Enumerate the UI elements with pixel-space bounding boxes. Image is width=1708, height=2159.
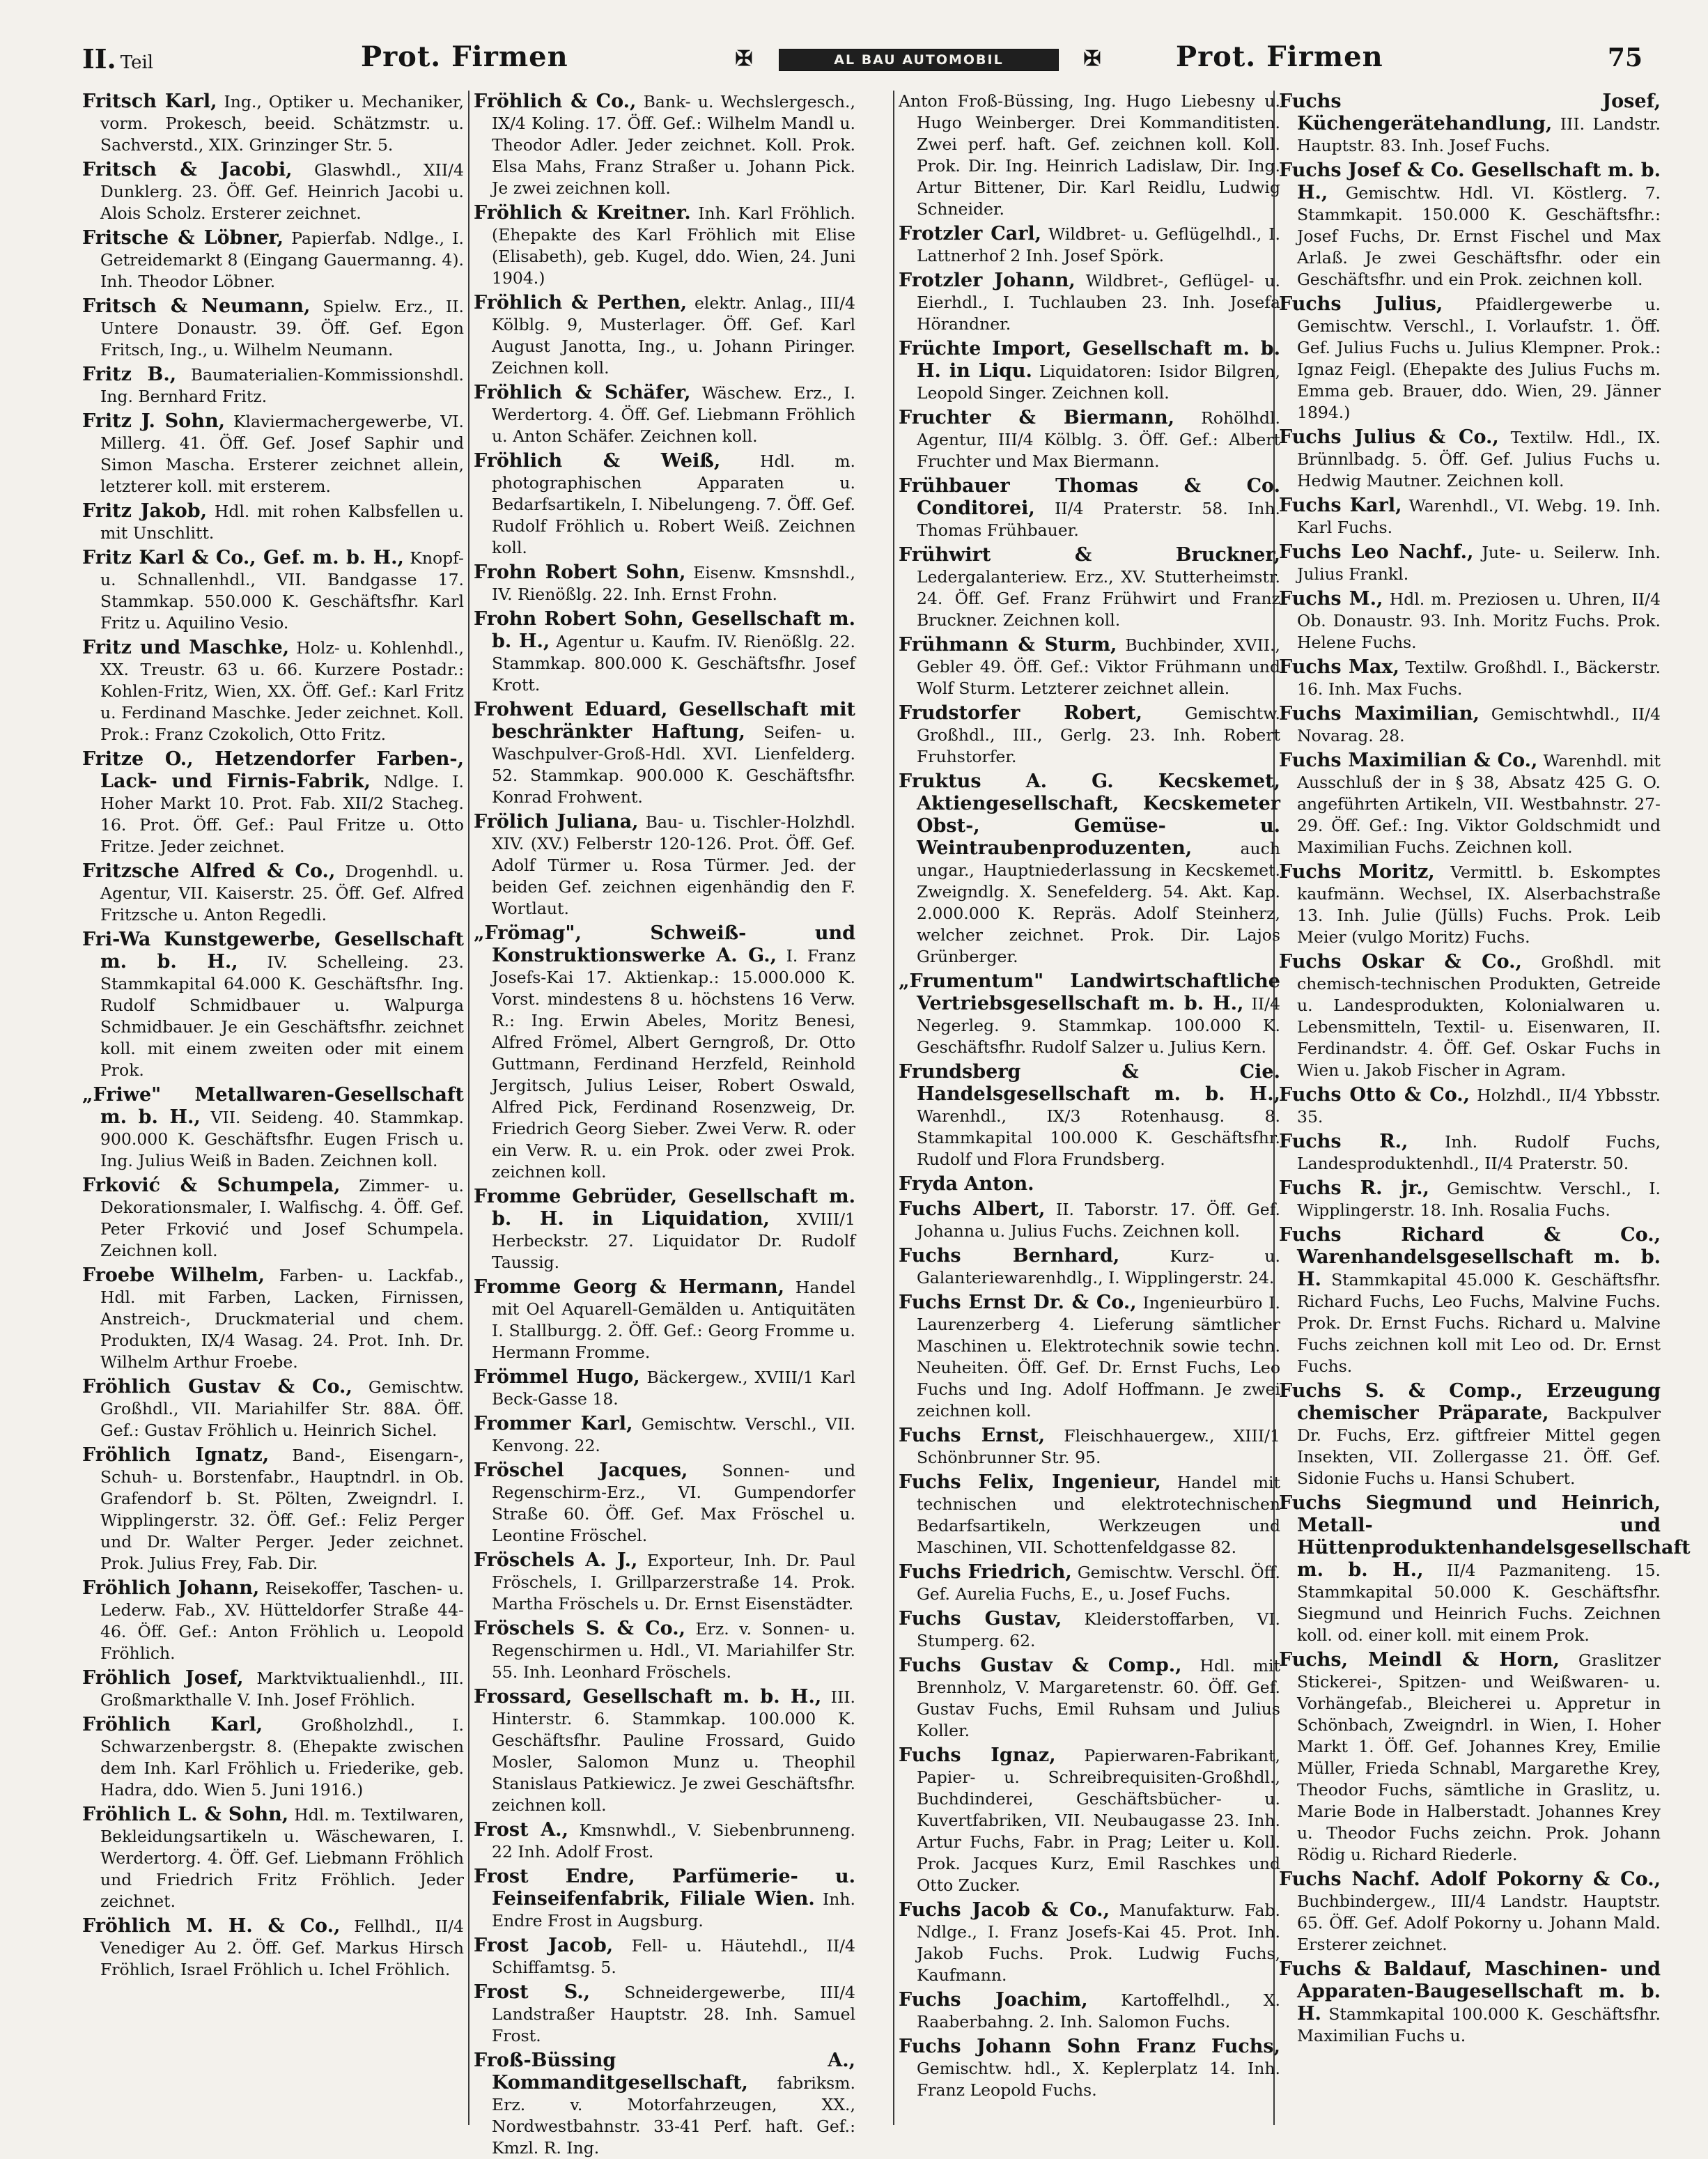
firm-details: I. Franz Josefs-Kai 17. Aktienkap.: 15.000.000 K. Vorst. mindestens 8 u. höchstens 16 Verw. R.: Ing. Erwin Abeles, Moritz Benesi, Alfred Frömel, Albert Gerngroß, Dr. Otto Guttmann, Ferdinand Herzfeld, Reinhold Jergitsch, Julius Leiser, Robert Oswald, Alfred Pick, Ferdinand Rosenzweig, Dr. Friedrich Georg Sieber. Zwei Verw. R. oder ein Verw. R. u. ein Prok. oder zwei Prok. zeichnen koll. [492, 946, 855, 1182]
directory-entry [899, 2036, 1280, 2101]
firm-name: Frundsberg & Cie. Handelsgesellschaft m. b. H., [899, 1061, 1280, 1105]
firm-details: Textilw. Großhdl. I., Bäckerstr. 16. Inh. Max Fuchs. [1297, 658, 1661, 699]
directory-entry [474, 699, 855, 808]
firm-details: XVIII/1 Herbeckstr. 27. Liquidator Dr. Rudolf Taussig. [492, 1209, 855, 1272]
firm-name: Früchte Import, Gesellschaft m. b. H. in Liqu. [899, 338, 1280, 382]
firm-details: Ing., Optiker u. Mechaniker, vorm. Prokesch, beeid. Schätzmstr. u. Sachverstd., XIX. Grinzinger Str. 5. [100, 92, 464, 155]
directory-entry [899, 544, 1280, 631]
emblem-mark-right-icon: ✠ [1083, 47, 1101, 71]
directory-entry [899, 1292, 1280, 1422]
firm-details: Holzhdl., II/4 Ybbsstr. 35. [1297, 1085, 1661, 1127]
firm-details: fabriksm. Erz. v. Motorfahrzeugen, XX., Nordwestbahnstr. 33-41 Perf. haft. Gef.: Kmzl. R. Ing. [492, 2073, 855, 2158]
firm-details: Baumaterialien-Kommissionshdl. Ing. Bernhard Fritz. [100, 365, 464, 406]
directory-entry [82, 1714, 464, 1801]
firm-details: III. Hinterstr. 6. Stammkap. 100.000 K. Geschäftsfhr. Pauline Frossard, Guido Mosler, Salomon Munz u. Theophil Stanislaus Patkiewicz. Je zwei Geschäftsfhr. zeichnen koll. [492, 1687, 855, 1815]
firm-name: Fröhlich Gustav & Co., [82, 1376, 352, 1398]
directory-entry [1279, 293, 1661, 424]
running-title-left: Prot. Firmen [361, 40, 568, 73]
firm-details: Fleischhauergew., XIII/1 Schönbrunner Str. 95. [917, 1426, 1280, 1467]
firm-details: Gemischtw. Großhdl., VII. Mariahilfer Str. 88A. Öff. Gef.: Gustav Fröhlich u. Heinrich Sichel. [100, 1377, 464, 1440]
firm-name: Fröhlich & Co., [474, 91, 637, 112]
firm-name: Fröhlich & Perthen, [474, 292, 688, 314]
firm-name: Fröhlich Karl, [82, 1714, 263, 1735]
directory-entry [899, 1198, 1280, 1242]
directory-entry [1279, 1958, 1661, 2047]
directory-entry [82, 159, 464, 224]
firm-details: III. Landstr. Hauptstr. 83. Inh. Josef Fuchs. [1297, 114, 1661, 155]
firm-details: Inh. Rudolf Fuchs, Landesproduktenhdl., II/4 Praterstr. 50. [1297, 1132, 1661, 1173]
firm-details: Backpulver Dr. Fuchs, Erz. giftfreier Mittel gegen Insekten, VII. Zollergasse 21. Öff. Gef. Sidonie Fuchs u. Hansi Schubert. [1297, 1404, 1661, 1488]
directory-entry [1279, 160, 1661, 291]
directory-entry [82, 860, 464, 926]
firm-name: Fritzsche Alfred & Co., [82, 860, 336, 882]
firm-name: Fritsch & Jacobi, [82, 159, 293, 180]
firm-name: Fuchs Josef & Co. Gesellschaft m. b. H., [1279, 160, 1661, 203]
firm-details: Anton Froß-Büssing, Ing. Hugo Liebesny u. Hugo Weinberger. Drei Kommanditisten. Zwei perf. haft. Gef. zeichnen koll. Koll. Prok. Dir. Ing. Heinrich Ladislaw, Dir. Ing. Artur Bittener, Dir. Karl Reidlu, Ludwig Schneider. [899, 91, 1280, 219]
firm-details: Buchbindergew., III/4 Landstr. Hauptstr. 65. Öff. Gef. Adolf Pokorny u. Johann Mald. Ersterer zeichnet. [1297, 1891, 1661, 1954]
directory-entry [1279, 588, 1661, 653]
firm-details: Kleiderstoffarben, VI. Stumperg. 62. [917, 1609, 1280, 1650]
firm-name: Fuchs Felix, Ingenieur, [899, 1471, 1161, 1493]
firm-details: Papierwaren-Fabrikant, Papier- u. Schreibrequisiten-Großhdl., Buchdinderei, Geschäftsbücher- u. Kuvertfabriken, VII. Neubaugasse 23. Inh. Artur Fuchs, Fabr. in Prag; Leiter u. Koll. Prok. Jacques Kurz, Emil Raschkes und Otto Zucker. [917, 1746, 1280, 1895]
firm-name: Fuchs Jacob & Co., [899, 1899, 1110, 1921]
directory-entry [82, 929, 464, 1081]
firm-details: II/4 Negerleg. 9. Stammkap. 100.000 K. Geschäftsfhr. Rudolf Salzer u. Julius Kern. [917, 994, 1280, 1057]
firm-name: Frohn Robert Sohn, [474, 562, 686, 583]
directory-entry [1279, 1649, 1661, 1866]
firm-name: Frotzler Johann, [899, 270, 1076, 291]
directory-entry [899, 475, 1280, 541]
firm-name: Fuchs Siegmund und Heinrich, Metall- und Hüttenproduktenhandelsgesellschaft m. b. H., [1279, 1492, 1691, 1581]
firm-name: Fuchs Julius, [1279, 293, 1443, 315]
firm-name: Fuchs Bernhard, [899, 1245, 1120, 1267]
firm-name: Frossard, Gesellschaft m. b. H., [474, 1686, 822, 1708]
running-title-right: Prot. Firmen [1176, 40, 1383, 73]
column-3 [899, 91, 1280, 2125]
firm-details: Fell- u. Häutehdl., II/4 Schiffamtsg. 5. [492, 1936, 855, 1977]
directory-entry [899, 1608, 1280, 1652]
firm-details: Sonnen- und Regenschirm-Erz., VI. Gumpendorfer Straße 60. Öff. Gef. Max Fröschel u. Leontine Fröschel. [492, 1461, 855, 1545]
firm-details: Bank- u. Wechslergesch., IX/4 Koling. 17. Öff. Gef.: Wilhelm Mandl u. Theodor Adler. Jeder zeichnet. Koll. Prok. Elsa Mahs, Franz Straßer u. Johann Pick. Je zwei zeichnen koll. [492, 92, 855, 198]
directory-entry [474, 202, 855, 289]
firm-details: Papierfab. Ndlge., I. Getreidemarkt 8 (Eingang Gauermanng. 4). Inh. Theodor Löbner. [100, 229, 464, 291]
firm-name: Fuchs Ernst Dr. & Co., [899, 1292, 1137, 1313]
firm-details: Bäckergew., XVIII/1 Karl Beck-Gasse 18. [492, 1368, 855, 1409]
directory-entry [474, 1819, 855, 1863]
firm-name: Fröhlich L. & Sohn, [82, 1804, 289, 1825]
firm-name: Fröhlich & Weiß, [474, 450, 721, 472]
firm-details: Großhdl. mit chemisch-technischen Produkten, Getreide u. Landesprodukten, Kolonialwaren u. Lebensmitteln, Textil- u. Eisenwaren, II. Ferdinandstr. 4. Öff. Gef. Oskar Fuchs in Wien u. Jakob Fischer in Agram. [1297, 952, 1661, 1080]
directory-entry [474, 1276, 855, 1363]
directory-entry [1279, 703, 1661, 747]
directory-entry [899, 1744, 1280, 1896]
directory-entry [474, 91, 855, 199]
firm-details: Handel mit Oel Aquarell-Gemälden u. Antiquitäten I. Stallburgg. 2. Öff. Gef.: Georg Fromme u. Hermann Fromme. [492, 1278, 855, 1362]
directory-entry [82, 1376, 464, 1441]
firm-name: Fuchs Karl, [1279, 495, 1402, 516]
firm-details: Stammkapital 45.000 K. Geschäftsfhr. Richard Fuchs, Leo Fuchs, Malvine Fuchs. Prok. Dr. Ernst Fuchs. Richard u. Malvine Fuchs zeichnen koll mit Leo od. Dr. Ernst Fuchs. [1297, 1270, 1661, 1376]
firm-name: Frković & Schumpela, [82, 1175, 341, 1196]
firm-name: Fri-Wa Kunstgewerbe, Gesellschaft m. b. H., [82, 929, 464, 973]
directory-entry [899, 270, 1280, 335]
firm-name: Frühwirt & Bruckner, [899, 544, 1280, 566]
firm-details: Inh. Endre Frost in Augsburg. [492, 1889, 855, 1930]
firm-details: Eisenw. Kmsnshdl., IV. Rienößlg. 22. Inh. Ernst Frohn. [492, 563, 855, 604]
firm-details: Wildbret- u. Geflügelhdl., I. Lattnerhof 2 Inh. Josef Spörk. [917, 224, 1280, 265]
directory-entry [899, 634, 1280, 699]
firm-name: Frühbauer Thomas & Co. Conditorei, [899, 475, 1280, 519]
firm-name: Fuchs Julius & Co., [1279, 426, 1499, 448]
directory-entry [899, 1173, 1280, 1195]
firm-details: Ingenieurbüro I. Laurenzerberg 4. Lieferung sämtlicher Maschinen u. Elektrotechnik sowie techn. Neuheiten. Öff. Gef. Dr. Ernst Fuchs, Leo Fuchs und Ing. Adolf Hoffmann. Je zwei zeichnen koll. [917, 1293, 1280, 1421]
firm-name: Fruchter & Biermann, [899, 407, 1175, 428]
firm-details: II. Taborstr. 17. Öff. Gef. Johanna u. Julius Fuchs. Zeichnen koll. [917, 1200, 1280, 1241]
firm-details: Jute- u. Seilerw. Inh. Julius Frankl. [1297, 543, 1661, 584]
column-4 [1279, 91, 1691, 2125]
directory-entry [82, 227, 464, 293]
header-banner: AL BAU AUTOMOBIL KAROSSERIEN [779, 49, 1059, 71]
firm-name: Fuchs & Baldauf, Maschinen- und Apparaten-Baugesellschaft m. b. H. [1279, 1958, 1661, 2025]
firm-details: Reisekoffer, Taschen- u. Lederw. Fab., XV. Hütteldorfer Straße 44-46. Öff. Gef.: Anton Fröhlich u. Leopold Fröhlich. [100, 1579, 464, 1663]
firm-details: Drogenhdl. u. Agentur, VII. Kaiserstr. 25. Öff. Gef. Alfred Fritzsche u. Anton Regedli. [100, 862, 464, 924]
page-header [82, 40, 1643, 88]
firm-name: Fröhlich M. H. & Co., [82, 1915, 341, 1937]
firm-details: Hdl. m. photographischen Apparaten u. Bedarfsartikeln, I. Nibelungeng. 7. Öff. Gef. Rudolf Fröhlich u. Robert Weiß. Zeichnen koll. [492, 451, 855, 557]
firm-details: Inh. Karl Fröhlich. (Ehepakte des Karl Fröhlich mit Elise (Elisabeth), geb. Kugel, ddo. Wien, 24. Juni 1904.) [492, 203, 855, 288]
firm-name: Frommer Karl, [474, 1413, 633, 1434]
directory-entry [1279, 750, 1661, 858]
firm-details: Zimmer- u. Dekorationsmaler, I. Walfischg. 4. Öff. Gef. Peter Frković und Josef Schumpela. Zeichnen koll. [100, 1176, 464, 1260]
directory-entry [899, 223, 1280, 267]
firm-details: Knopf- u. Schnallenhdl., VII. Bandgasse 17. Stammkap. 550.000 K. Geschäftsfhr. Karl Fritz u. Aquilino Vesio. [100, 548, 464, 633]
firm-name: Froebe Wilhelm, [82, 1264, 265, 1286]
directory-entry [1279, 1224, 1661, 1377]
firm-name: Fuchs Nachf. Adolf Pokorny & Co., [1279, 1868, 1661, 1890]
directory-entry [899, 1425, 1280, 1469]
directory-entry [1279, 951, 1661, 1081]
firm-name: Fuchs S. & Comp., Erzeugung chemischer Präparate, [1279, 1380, 1661, 1424]
firm-name: Fuchs, Meindl & Horn, [1279, 1649, 1560, 1671]
directory-entry [1279, 1084, 1661, 1128]
directory-entry [474, 811, 855, 920]
firm-details: Gemischtw. hdl., X. Keplerplatz 14. Inh. Franz Leopold Fuchs. [917, 2059, 1280, 2100]
firm-name: Frohn Robert Sohn, Gesellschaft m. b. H., [474, 608, 855, 652]
firm-details: Holz- u. Kohlenhdl., XX. Treustr. 63 u. 66. Kurzere Postadr.: Kohlen-Fritz, Wien, XX. Öff. Gef.: Karl Fritz u. Ferdinand Maschke. Jeder zeichnet. Koll. Prok.: Franz Czokolich, Otto Fritz. [100, 638, 464, 744]
directory-entry [899, 1061, 1280, 1170]
firm-details: Manufakturw. Fab. Ndlge., I. Franz Josefs-Kai 45. Prot. Inh. Jakob Fuchs. Prok. Ludwig Fuchs, Kaufmann. [917, 1901, 1280, 1985]
directory-entry [82, 748, 464, 858]
firm-name: Fritsch & Neumann, [82, 295, 311, 317]
directory-entry [1279, 1131, 1661, 1175]
firm-name: „Frömag", Schweiß- und Konstruktionswerke A. G., [474, 922, 855, 966]
directory-entry [82, 547, 464, 634]
directory-entry [1279, 541, 1661, 585]
firm-name: Fruktus A. G. Kecskemet, Aktiengesellschaft, Kecskemeter Obst-, Gemüse- u. Weintraubenproduzenten, [899, 771, 1280, 859]
firm-name: Fuchs Josef, Küchengerätehandlung, [1279, 91, 1661, 134]
directory-entry [82, 1804, 464, 1912]
firm-name: Fuchs M., [1279, 588, 1383, 610]
firm-details: Warenhdl. mit Ausschluß der in § 38, Absatz 425 G. O. angeführten Artikeln, VII. Westbahnstr. 27-29. Öff. Gef.: Ing. Viktor Goldschmidt und Maximilian Fuchs. Zeichnen koll. [1297, 751, 1661, 857]
directory-entry [1279, 91, 1661, 157]
firm-details: Hdl. m. Preziosen u. Uhren, II/4 Ob. Donaustr. 93. Inh. Moritz Fuchs. Prok. Helene Fuchs. [1297, 589, 1661, 652]
directory-entry [82, 364, 464, 408]
firm-details: Pfaidlergewerbe u. Gemischtw. Verschl., I. Vorlaufstr. 1. Öff. Gef. Julius Fuchs u. Julius Klempner. Prok.: Ignaz Feigl. (Ehepakte des Julius Fuchs m. Emma geb. Brauer, ddo. Wien, 29. Jänner 1894.) [1297, 295, 1661, 422]
firm-details: auch ungar., Hauptniederlassung in Kecskemet. Zweigndlg. X. Senefelderg. 54. Akt. Kap. 2.000.000 K. Repräs. Adolf Steinherz, welcher zeichnet. Prok. Dir. Lajos Grünberger. [917, 839, 1280, 966]
firm-name: Fuchs Moritz, [1279, 861, 1435, 883]
firm-details: Agentur u. Kaufm. IV. Rienößlg. 22. Stammkap. 800.000 K. Geschäftsfhr. Josef Krott. [492, 632, 855, 695]
directory-entry [474, 382, 855, 447]
firm-name: Fuchs Leo Nachf., [1279, 541, 1474, 563]
firm-details: elektr. Anlag., III/4 Kölblg. 9, Musterlager. Öff. Gef. Karl August Janotta, Ing., u. Johann Piringer. Zeichnen koll. [492, 293, 855, 378]
directory-entry [474, 1618, 855, 1683]
directory-entry [474, 1460, 855, 1547]
firm-name: Fritz B., [82, 364, 177, 385]
page-number: 75 [1607, 43, 1643, 72]
directory-entry [899, 1245, 1280, 1289]
directory-entry [82, 295, 464, 361]
directory-entry [474, 1686, 855, 1816]
firm-details: Exporteur, Inh. Dr. Paul Fröschels, I. Grillparzerstraße 14. Prok. Martha Fröschels u. Dr. Ernst Eisenstädter. [492, 1551, 855, 1614]
firm-details: Hdl. m. Textilwaren, Bekleidungsartikeln u. Wäschewaren, I. Werdertorg. 4. Öff. Gef. Liebmann Fröhlich und Friedrich Fritz Fröhlich. Jeder zeichnet. [100, 1805, 464, 1911]
firm-name: Fritz Karl & Co., Gef. m. b. H., [82, 547, 404, 568]
column-divider [893, 91, 894, 2125]
firm-details: Ledergalanteriew. Erz., XV. Stutterheimstr. 24. Öff. Gef. Franz Frühwirt und Franz Bruckner. Zeichnen koll. [917, 567, 1280, 630]
firm-details: Graslitzer Stickerei-, Spitzen- und Weißwaren- u. Vorhängefab., Bleicherei u. Appretur in Schönbach, Zweigndrl. in Wien, I. Hoher Markt 1. Öff. Gef. Johannes Krey, Emilie Müller, Frieda Schnabl, Margarethe Krey, Theodor Fuchs, sämtliche in Graslitz, u. Marie Bode in Halberstadt. Johannes Krey u. Theodor Fuchs zeichn. Prok. Johann Rödig u. Richard Riederle. [1297, 1650, 1661, 1864]
firm-name: Frohwent Eduard, Gesellschaft mit beschränkter Haftung, [474, 699, 855, 743]
firm-name: Fröschels S. & Co., [474, 1618, 686, 1639]
firm-name: Frölich Juliana, [474, 811, 639, 833]
firm-name: Fröhlich Johann, [82, 1577, 260, 1599]
directory-entry [474, 1935, 855, 1979]
firm-details: Marktviktualienhdl., III. Großmarkthalle V. Inh. Josef Fröhlich. [100, 1669, 464, 1710]
directory-entry [82, 1444, 464, 1574]
firm-name: Fritz Jakob, [82, 500, 208, 522]
firm-details: Kmsnwhdl., V. Siebenbrunneng. 22 Inh. Adolf Frost. [492, 1820, 855, 1862]
firm-name: Fritsch Karl, [82, 91, 217, 112]
directory-entry [82, 1175, 464, 1262]
firm-name: Fuchs Johann Sohn Franz Fuchs, [899, 2036, 1280, 2057]
directory-entry [474, 562, 855, 605]
directory-entry [82, 1915, 464, 1981]
directory-entry [474, 1366, 855, 1410]
firm-details: Gemischtw. Verschl., VII. Kenvong. 22. [492, 1414, 855, 1455]
firm-details: Hdl. mit rohen Kalbsfellen u. mit Unschlitt. [100, 502, 464, 543]
firm-name: Fuchs R., [1279, 1131, 1408, 1152]
directory-entry [899, 771, 1280, 968]
firm-name: „Frumentum" Landwirtschaftliche Vertriebsgesellschaft m. b. H., [899, 970, 1280, 1014]
firm-details: Ndlge. I. Hoher Markt 10. Prot. Fab. XII/2 Stacheg. 16. Prot. Öff. Gef.: Paul Fritze u. Otto Fritze. Jeder zeichnet. [100, 772, 464, 856]
firm-name: Fritz J. Sohn, [82, 410, 225, 432]
firm-details: II/4 Praterstr. 58. Inh. Thomas Frühbauer. [917, 499, 1280, 540]
firm-name: Fuchs Friedrich, [899, 1561, 1072, 1583]
firm-details: Textilw. Hdl., IX. Brünnlbadg. 5. Öff. Gef. Julius Fuchs u. Hedwig Mautner. Zeichnen koll. [1297, 428, 1661, 490]
firm-name: Fuchs Oskar & Co., [1279, 951, 1522, 973]
firm-details: Glaswhdl., XII/4 Dunklerg. 23. Öff. Gef. Heinrich Jacobi u. Alois Scholz. Ersterer zeichnet. [100, 160, 464, 223]
firm-details: VII. Seideng. 40. Stammkap. 900.000 K. Geschäftsfhr. Eugen Frisch u. Ing. Julius Weiß in Baden. Zeichnen koll. [100, 1108, 464, 1170]
firm-name: Fritsche & Löbner, [82, 227, 284, 249]
firm-details: Schneidergewerbe, III/4 Landstraßer Hauptstr. 28. Inh. Samuel Frost. [492, 1983, 855, 2045]
directory-entry [82, 410, 464, 497]
directory-entry [899, 1989, 1280, 2033]
firm-name: Fröhlich & Schäfer, [474, 382, 691, 403]
firm-details: Gemischtw. Verschl. Öff. Gef. Aurelia Fuchs, E., u. Josef Fuchs. [917, 1563, 1280, 1604]
directory-entry [899, 702, 1280, 768]
directory-entry [899, 970, 1280, 1058]
part-label: II. Teil [82, 43, 154, 75]
firm-name: Fuchs Maximilian, [1279, 703, 1480, 725]
firm-name: Frühmann & Sturm, [899, 634, 1117, 656]
firm-details: Vermittl. b. Eskomptes kaufmänn. Wechsel, IX. Alserbachstraße 13. Inh. Julie (Jülls) Fuchs. Prok. Leib Meier (vulgo Moritz) Fuchs. [1297, 862, 1661, 947]
directory-entry [474, 922, 855, 1183]
firm-name: Fuchs Gustav & Comp., [899, 1655, 1182, 1676]
firm-details: Kartoffelhdl., X. Raaberbahng. 2. Inh. Salomon Fuchs. [917, 1990, 1280, 2032]
directory-entry [474, 2050, 855, 2159]
directory-entry [82, 637, 464, 745]
firm-details: IV. Schelleing. 23. Stammkapital 64.000 K. Geschäftsfhr. Ing. Rudolf Schmidbauer u. Walpurga Schmidbauer. Je ein Geschäftsfhr. zeichnet koll. mit einem zweiten oder mit einem Prok. [100, 952, 464, 1080]
firm-details: Handel mit technischen und elektrotechnischen Bedarfsartikeln, Werkzeugen und Maschinen, VII. Schottenfeldgasse 82. [917, 1473, 1280, 1557]
firm-details: Farben- u. Lackfab., Hdl. mit Farben, Lacken, Firnissen, Anstreich-, Druckmaterial und chem. Produkten, IX/4 Wasag. 24. Prot. Inh. Dr. Wilhelm Arthur Froebe. [100, 1266, 464, 1372]
firm-name: Fuchs Albert, [899, 1198, 1046, 1220]
directory-entry [82, 1577, 464, 1664]
firm-details: Gemischtw. Hdl. VI. Köstlerg. 7. Stammkapit. 150.000 K. Geschäftsfhr.: Josef Fuchs, Dr. Ernst Fischel und Max Arlaß. Je zwei Geschäftsfhr. oder ein Geschäftsfhr. und ein Prok. zeichnen koll. [1297, 183, 1661, 289]
column-1 [82, 91, 464, 2125]
firm-details: Erz. v. Sonnen- u. Regenschirmen u. Hdl., VI. Mariahilfer Str. 55. Inh. Leonhard Fröschels. [492, 1619, 855, 1682]
directory-entry [1279, 656, 1661, 700]
firm-details: Buchbinder, XVII., Gebler 49. Öff. Gef.: Viktor Frühmann und Wolf Sturm. Letzterer zeichnet allein. [917, 635, 1280, 698]
directory-entry [474, 450, 855, 559]
column-2 [474, 91, 855, 2158]
directory-entry [1279, 861, 1661, 948]
firm-details: II/4 Pazmaniteng. 15. Stammkapital 50.000 K. Geschäftsfhr. Siegmund und Heinrich Fuchs. Zeichnen koll. od. einer koll. mit einem Prok. [1297, 1561, 1661, 1645]
firm-name: Frudstorfer Robert, [899, 702, 1142, 724]
firm-name: Fritz und Maschke, [82, 637, 290, 658]
directory-entry [474, 1981, 855, 2047]
directory-entry [82, 91, 464, 156]
firm-details: Klaviermachergewerbe, VI. Millerg. 41. Öff. Gef. Josef Saphir und Simon Mascha. Ersterer zeichnet allein, letzterer koll. mit ersterem. [100, 412, 464, 496]
directory-entry [82, 500, 464, 544]
header-emblem [723, 47, 1113, 88]
column-divider [468, 91, 469, 2125]
firm-details: Gemischtw. Großhdl., III., Gerlg. 23. Inh. Robert Fruhstorfer. [917, 704, 1280, 766]
directory-entry [474, 1186, 855, 1274]
firm-details: Warenhdl., IX/3 Rotenhausg. 8. Stammkapital 100.000 K. Geschäftsfhr. Rudolf und Flora Frundsberg. [917, 1106, 1280, 1169]
firm-details: Rohölhdl. Agentur, III/4 Kölblg. 3. Öff. Gef.: Albert Fruchter und Max Biermann. [917, 408, 1280, 471]
firm-name: Fröschels A. J., [474, 1549, 638, 1571]
firm-details: Kurz- u. Galanteriewarenhdlg., I. Wipplingerstr. 24. [917, 1246, 1280, 1287]
directory-entry [1279, 1380, 1661, 1489]
firm-name: Frost Jacob, [474, 1935, 614, 1956]
firm-name: Fröschel Jacques, [474, 1460, 688, 1481]
firm-details: Gemischtwhdl., II/4 Novarag. 28. [1297, 704, 1661, 745]
firm-details: Hdl. mit Brennholz, V. Margaretenstr. 60. Öff. Gef. Gustav Fuchs, Emil Ruhsam und Julius Koller. [917, 1656, 1280, 1740]
firm-details: Großholzhdl., I. Schwarzenbergstr. 8. (Ehepakte zwischen dem Inh. Karl Fröhlich u. Friederike, geb. Hadra, ddo. Wien 5. Juni 1916.) [100, 1715, 464, 1800]
firm-details: Spielw. Erz., II. Untere Donaustr. 39. Öff. Gef. Egon Fritsch, Ing., u. Wilhelm Neumann. [100, 297, 464, 359]
firm-name: Fuchs Gustav, [899, 1608, 1062, 1630]
firm-name: Frömmel Hugo, [474, 1366, 640, 1388]
directory-entry [474, 608, 855, 696]
directory-entry [474, 1549, 855, 1615]
directory-entry [899, 1655, 1280, 1742]
firm-name: Fuchs Maximilian & Co., [1279, 750, 1538, 771]
firm-details: Seifen- u. Waschpulver-Groß-Hdl. XVI. Lienfelderg. 52. Stammkap. 900.000 K. Geschäftsfhr. Konrad Frohwent. [492, 722, 855, 807]
directory-entry [899, 1561, 1280, 1605]
firm-details: Warenhdl., VI. Webg. 19. Inh. Karl Fuchs. [1297, 496, 1661, 537]
directory-entry [899, 1899, 1280, 1986]
directory-entry [899, 1471, 1280, 1558]
directory-entry [474, 292, 855, 379]
directory-entry [474, 1413, 855, 1457]
directory-entry [899, 91, 1280, 220]
firm-name: Fuchs Ernst, [899, 1425, 1046, 1446]
directory-entry [1279, 1868, 1661, 1956]
directory-entry [82, 1264, 464, 1373]
directory-entry [1279, 426, 1661, 492]
firm-name: Fritze O., Hetzendorfer Farben-, Lack- und Firnis-Fabrik, [82, 748, 464, 792]
firm-name: Frost S., [474, 1981, 591, 2003]
firm-name: Frost Endre, Parfümerie- u. Feinseifenfabrik, Filiale Wien. [474, 1866, 855, 1910]
firm-details: Fellhdl., II/4 Venediger Au 2. Öff. Gef. Markus Hirsch Fröhlich, Israel Fröhlich u. Ichel Fröhlich. [100, 1917, 464, 1979]
firm-name: Fryda Anton. [899, 1173, 1034, 1195]
directory-entry [899, 338, 1280, 404]
directory-entry [899, 407, 1280, 472]
firm-name: Fuchs Max, [1279, 656, 1399, 678]
firm-details: Bau- u. Tischler-Holzhdl. XIV. (XV.) Felberstr 120-126. Prot. Öff. Gef. Adolf Türmer u. Rosa Türmer. Jed. der beiden Gef. zeichnen eigenhändig den F. Wortlaut. [492, 812, 855, 918]
firm-name: „Friwe" Metallwaren-Gesellschaft m. b. H., [82, 1084, 464, 1128]
firm-name: Fröhlich Ignatz, [82, 1444, 270, 1466]
firm-details: Stammkapital 100.000 K. Geschäftsfhr. Maximilian Fuchs u. [1297, 2004, 1661, 2045]
firm-name: Froß-Büssing A., Kommanditgesellschaft, [474, 2050, 855, 2094]
firm-name: Fuchs R. jr., [1279, 1177, 1429, 1199]
directory-entry [82, 1667, 464, 1711]
firm-details: Gemischtw. Verschl., I. Wipplingerstr. 18. Inh. Rosalia Fuchs. [1297, 1179, 1661, 1220]
firm-name: Fröhlich & Kreitner. [474, 202, 691, 224]
firm-name: Frotzler Carl, [899, 223, 1042, 245]
emblem-mark-left-icon: ✠ [735, 47, 753, 71]
firm-name: Fuchs Joachim, [899, 1989, 1088, 2011]
directory-entry [1279, 1177, 1661, 1221]
firm-details: Liquidatoren: Isidor Bilgren, Leopold Singer. Zeichnen koll. [917, 362, 1280, 403]
firm-name: Fromme Gebrüder, Gesellschaft m. b. H. in Liquidation, [474, 1186, 855, 1230]
firm-name: Frost A., [474, 1819, 568, 1841]
firm-details: Band-, Eisengarn-, Schuh- u. Borstenfabr., Hauptndrl. in Ob. Grafendorf b. St. Pölten, Zweigndrl. I. Wipplingerstr. 32. Öff. Gef.: Feliz Perger und Dr. Walter Perger. Jeder zeichnet. Prok. Julius Frey, Fab. Dir. [100, 1446, 464, 1573]
directory-entry [1279, 1492, 1691, 1646]
firm-details: Wäschew. Erz., I. Werdertorg. 4. Öff. Gef. Liebmann Fröhlich u. Anton Schäfer. Zeichnen koll. [492, 383, 855, 446]
firm-details: Wildbret-, Geflügel- u. Eierhdl., I. Tuchlauben 23. Inh. Josefa Hörandner. [917, 271, 1280, 334]
directory-entry [1279, 495, 1661, 539]
firm-name: Fuchs Otto & Co., [1279, 1084, 1470, 1106]
firm-name: Fromme Georg & Hermann, [474, 1276, 785, 1298]
directory-entry [82, 1084, 464, 1172]
firm-name: Fröhlich Josef, [82, 1667, 244, 1689]
firm-name: Fuchs Richard & Co., Warenhandelsgesellschaft m. b. H. [1279, 1224, 1661, 1290]
directory-entry [474, 1866, 855, 1932]
firm-name: Fuchs Ignaz, [899, 1744, 1056, 1766]
